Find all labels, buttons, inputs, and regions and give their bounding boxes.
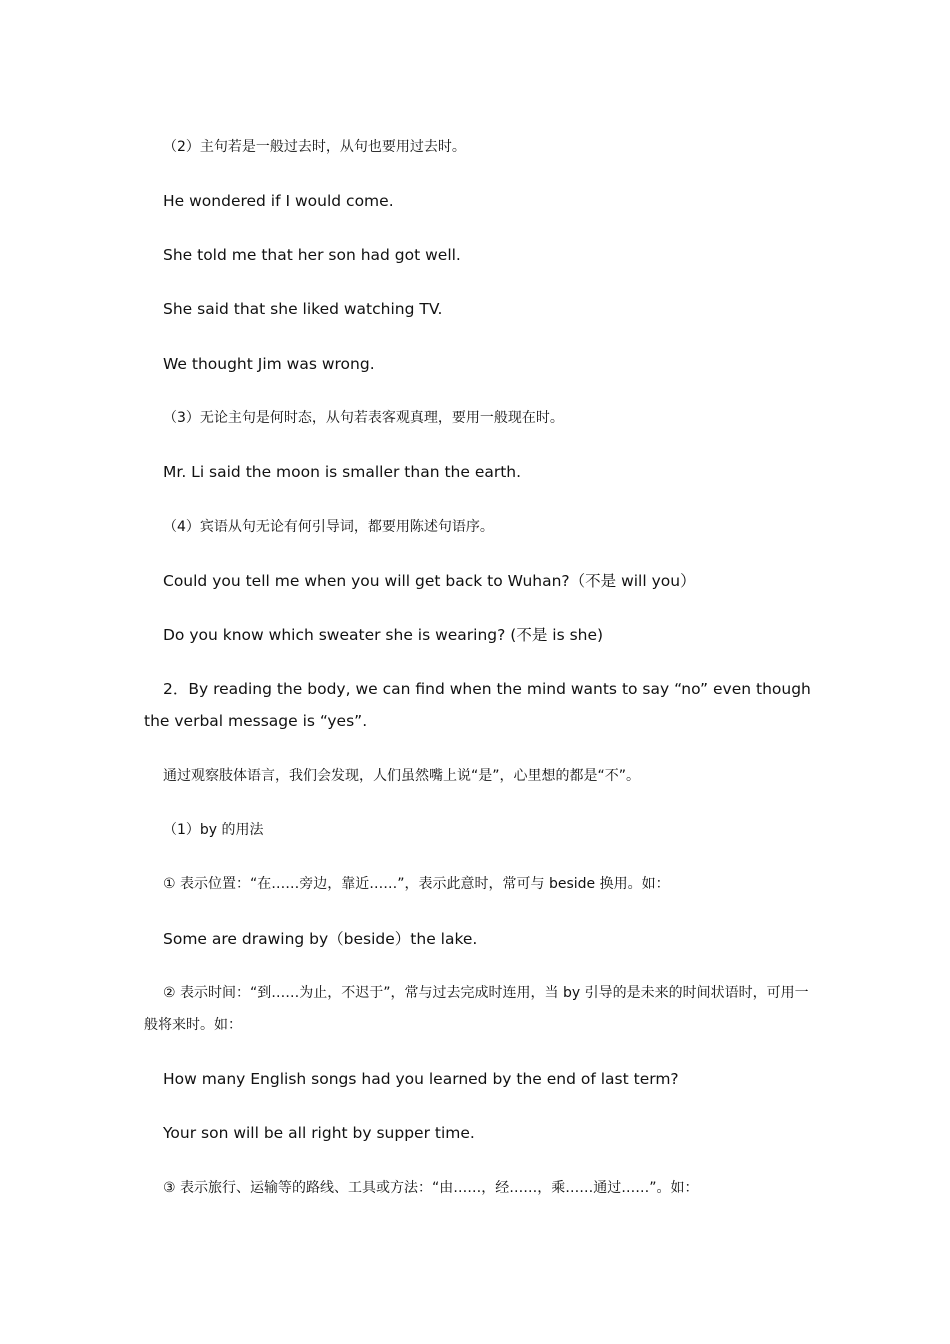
example-sentence: She told me that her son had got well. bbox=[163, 246, 461, 264]
example-sentence: He wondered if I would come. bbox=[163, 192, 394, 210]
example-sentence: Mr. Li said the moon is smaller than the earth. bbox=[163, 463, 522, 481]
example-sentence: Some are drawing by（beside）the lake. bbox=[163, 930, 478, 948]
example-sentence: We thought Jim was wrong. bbox=[163, 355, 375, 373]
usage-heading: （1）by 的用法 bbox=[163, 822, 264, 838]
example-sentence: Do you know which sweater she is wearing? (不是 is she) bbox=[163, 626, 604, 644]
example-sentence: Your son will be all right by supper time. bbox=[163, 1124, 475, 1142]
example-sentence: Could you tell me when you will get back to Wuhan?（不是 will you） bbox=[163, 572, 696, 590]
key-sentence-2: 2．By reading the body, we can find when the mind wants to say “no” even though the verbal message is “yes”. bbox=[144, 680, 811, 730]
example-sentence: She said that she liked watching TV. bbox=[163, 300, 443, 318]
rule-3-heading: （3）无论主句是何时态，从句若表客观真理，要用一般现在时。 bbox=[163, 410, 564, 426]
translation: 通过观察肢体语言，我们会发现，人们虽然嘴上说“是”，心里想的都是“不”。 bbox=[163, 768, 641, 784]
rule-2-heading: （2）主句若是一般过去时，从句也要用过去时。 bbox=[163, 139, 466, 155]
usage-point-1: ① 表示位置：“在……旁边，靠近……”，表示此意时，常可与 beside 换用。如： bbox=[163, 876, 670, 892]
rule-4-heading: （4）宾语从句无论有何引导词，都要用陈述句语序。 bbox=[163, 519, 494, 535]
usage-point-2: ② 表示时间：“到……为止，不迟于”，常与过去完成时连用，当 by 引导的是未来的时间状语时，可用一般将来时。如： bbox=[144, 985, 809, 1033]
usage-point-3: ③ 表示旅行、运输等的路线、工具或方法：“由……，经……，乘……通过……”。如： bbox=[163, 1180, 699, 1196]
example-sentence: How many English songs had you learned by the end of last term? bbox=[163, 1070, 679, 1088]
